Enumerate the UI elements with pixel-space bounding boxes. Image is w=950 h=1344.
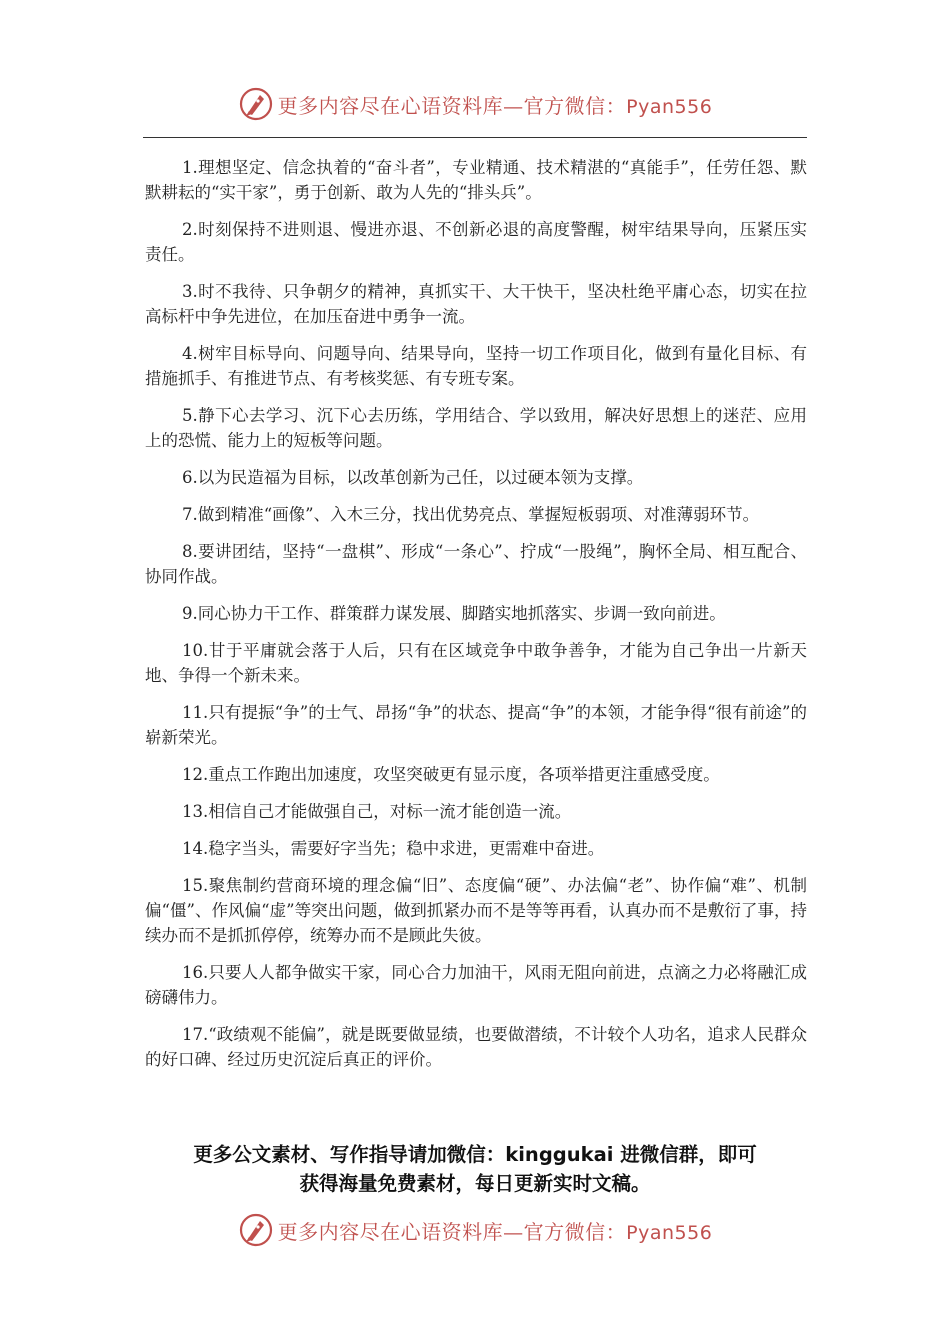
paragraph-17: 17.“政绩观不能偏”，就是既要做显绩，也要做潜绩，不计较个人功名，追求人民群众的好口碑、经过历史沉淀后真正的评价。 (145, 1025, 807, 1069)
header-wechat-id: Pyan556 (626, 95, 713, 118)
header-banner-text: 更多内容尽在心语资料库—官方微信：Pyan556 (277, 93, 713, 118)
paragraph-4: 4.树牢目标导向、问题导向、结果导向，坚持一切工作项目化，做到有量化目标、有措施抓手、有推进节点、有考核奖惩、有专班专案。 (145, 344, 807, 388)
paragraph-15: 15.聚焦制约营商环境的理念偏“旧”、态度偏“硬”、办法偏“老”、协作偏“难”、机制偏“僵”、作风偏“虚”等突出问题，做到抓紧办而不是等等再看，认真办而不是敷衍了事，持续办而不是抓抓停停，统筹办而不是顾此失彼。 (145, 876, 807, 945)
paragraph-14: 14.稳字当头，需要好字当先；稳中求进，更需难中奋进。 (182, 839, 605, 858)
header-divider (143, 137, 807, 138)
paragraph-2: 2.时刻保持不进则退、慢进亦退、不创新必退的高度警醒，树牢结果导向，压紧压实责任。 (145, 220, 807, 264)
promo-notice (120, 1140, 830, 1198)
paragraph-6: 6.以为民造福为目标，以改革创新为己任，以过硬本领为支撑。 (182, 468, 644, 487)
paragraph-11: 11.只有提振“争”的士气、昂扬“争”的状态、提高“争”的本领，才能争得“很有前途”的崭新荣光。 (145, 703, 807, 747)
paragraph-10: 10.甘于平庸就会落于人后，只有在区域竞争中敢争善争，才能为自己争出一片新天地、争得一个新未来。 (145, 641, 807, 685)
header-banner (0, 84, 950, 124)
document-body (145, 155, 807, 1084)
footer-banner (0, 1210, 950, 1250)
pen-nib-logo-icon (238, 1212, 274, 1248)
paragraph-13: 13.相信自己才能做强自己，对标一流才能创造一流。 (182, 802, 572, 821)
paragraph-12: 12.重点工作跑出加速度，攻坚突破更有显示度，各项举措更注重感受度。 (182, 765, 720, 784)
paragraph-1: 1.理想坚定、信念执着的“奋斗者”，专业精通、技术精湛的“真能手”，任劳任怨、默默耕耘的“实干家”，勇于创新、敢为人先的“排头兵”。 (145, 158, 807, 202)
paragraph-8: 8.要讲团结，坚持“一盘棋”、形成“一条心”、拧成“一股绳”，胸怀全局、相互配合、协同作战。 (145, 542, 807, 586)
footer-wechat-id: Pyan556 (626, 1221, 713, 1244)
paragraph-9: 9.同心协力干工作、群策群力谋发展、脚踏实地抓落实、步调一致向前进。 (182, 604, 726, 623)
pen-nib-logo-icon (238, 86, 274, 122)
paragraph-5: 5.静下心去学习、沉下心去历练，学用结合、学以致用，解决好思想上的迷茫、应用上的恐慌、能力上的短板等问题。 (145, 406, 807, 450)
paragraph-16: 16.只要人人都争做实干家，同心合力加油干，风雨无阻向前进，点滴之力必将融汇成磅礴伟力。 (145, 963, 807, 1007)
promo-line-1: 更多公文素材、写作指导请加微信：kinggukai 进微信群，即可 (193, 1143, 757, 1166)
promo-line-2: 获得海量免费素材，每日更新实时文稿。 (299, 1172, 651, 1195)
paragraph-7: 7.做到精准“画像”、入木三分，找出优势亮点、掌握短板弱项、对准薄弱环节。 (182, 505, 760, 524)
paragraph-3: 3.时不我待、只争朝夕的精神，真抓实干、大干快干，坚决杜绝平庸心态，切实在拉高标杆中争先进位，在加压奋进中勇争一流。 (145, 282, 807, 326)
footer-banner-text: 更多内容尽在心语资料库—官方微信：Pyan556 (277, 1219, 713, 1244)
